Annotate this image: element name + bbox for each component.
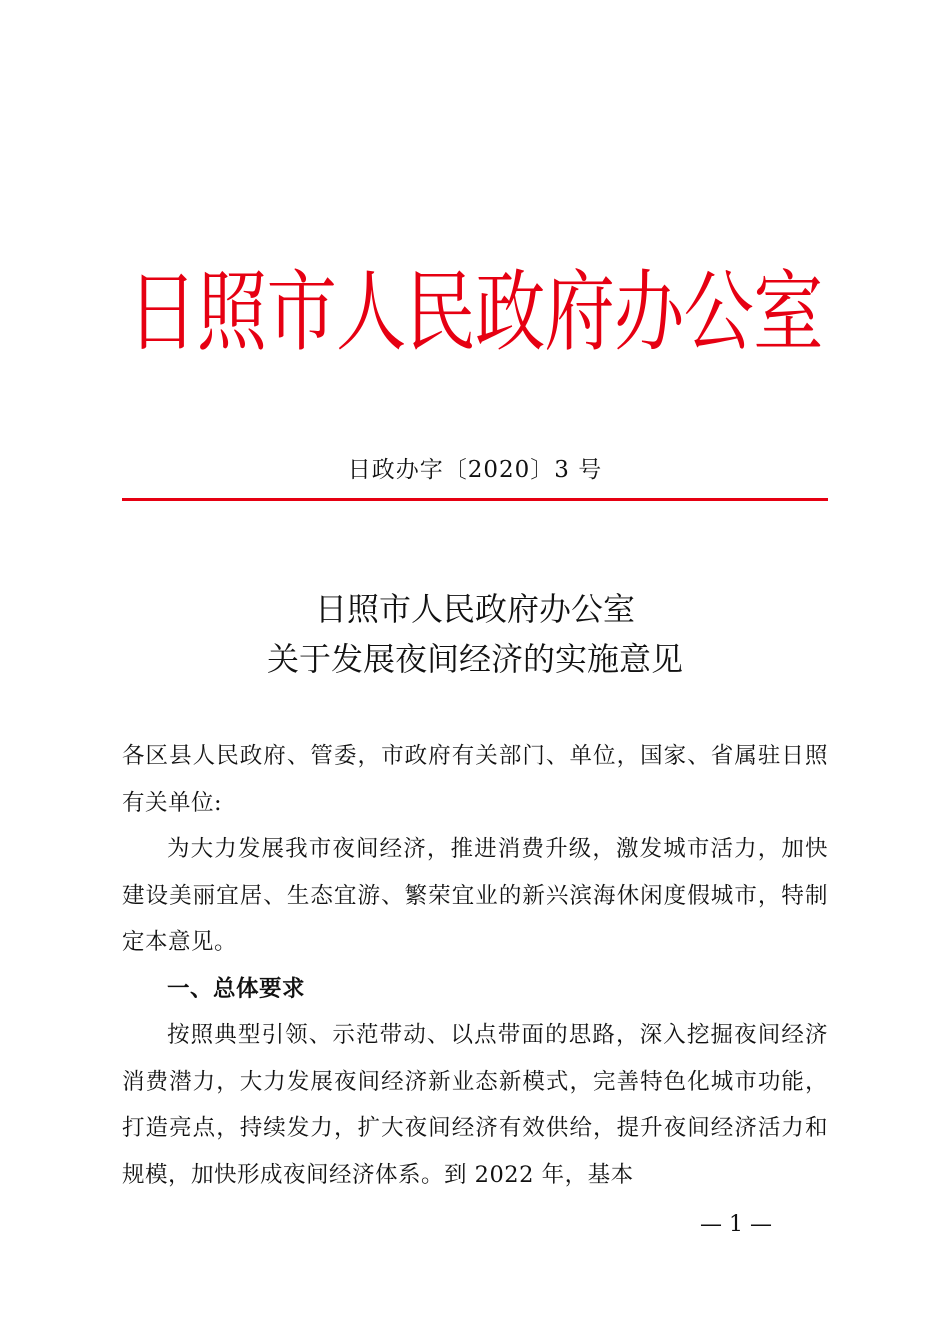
document-number: 日政办字〔2020〕3 号 <box>347 457 603 483</box>
red-divider-line <box>122 498 828 501</box>
title-line-2: 关于发展夜间经济的实施意见 <box>266 640 683 678</box>
document-title <box>0 584 950 684</box>
section-heading: 一、总体要求 <box>167 975 306 1002</box>
issuer-red-header: 日照市人民政府办公室 <box>127 261 823 364</box>
section-paragraph: 按照典型引领、示范带动、以点带面的思路，深入挖掘夜间经济消费潜力，大力发展夜间经济新业态新模式，完善特色化城市功能，打造亮点，持续发力，扩大夜间经济有效供给，提升夜间经济活力和规模，加快形成夜间经济体系。到 2022 年，基本 <box>122 1022 828 1188</box>
page-number: — 1 — <box>700 1212 772 1237</box>
salutation: 各区县人民政府、管委，市政府有关部门、单位，国家、省属驻日照有关单位: <box>122 743 828 816</box>
intro-paragraph: 为大力发展我市夜间经济，推进消费升级，激发城市活力，加快建设美丽宜居、生态宜游、繁荣宜业的新兴滨海休闲度假城市，特制定本意见。 <box>122 836 828 955</box>
document-body <box>122 733 828 1198</box>
title-line-1: 日照市人民政府办公室 <box>314 590 635 628</box>
